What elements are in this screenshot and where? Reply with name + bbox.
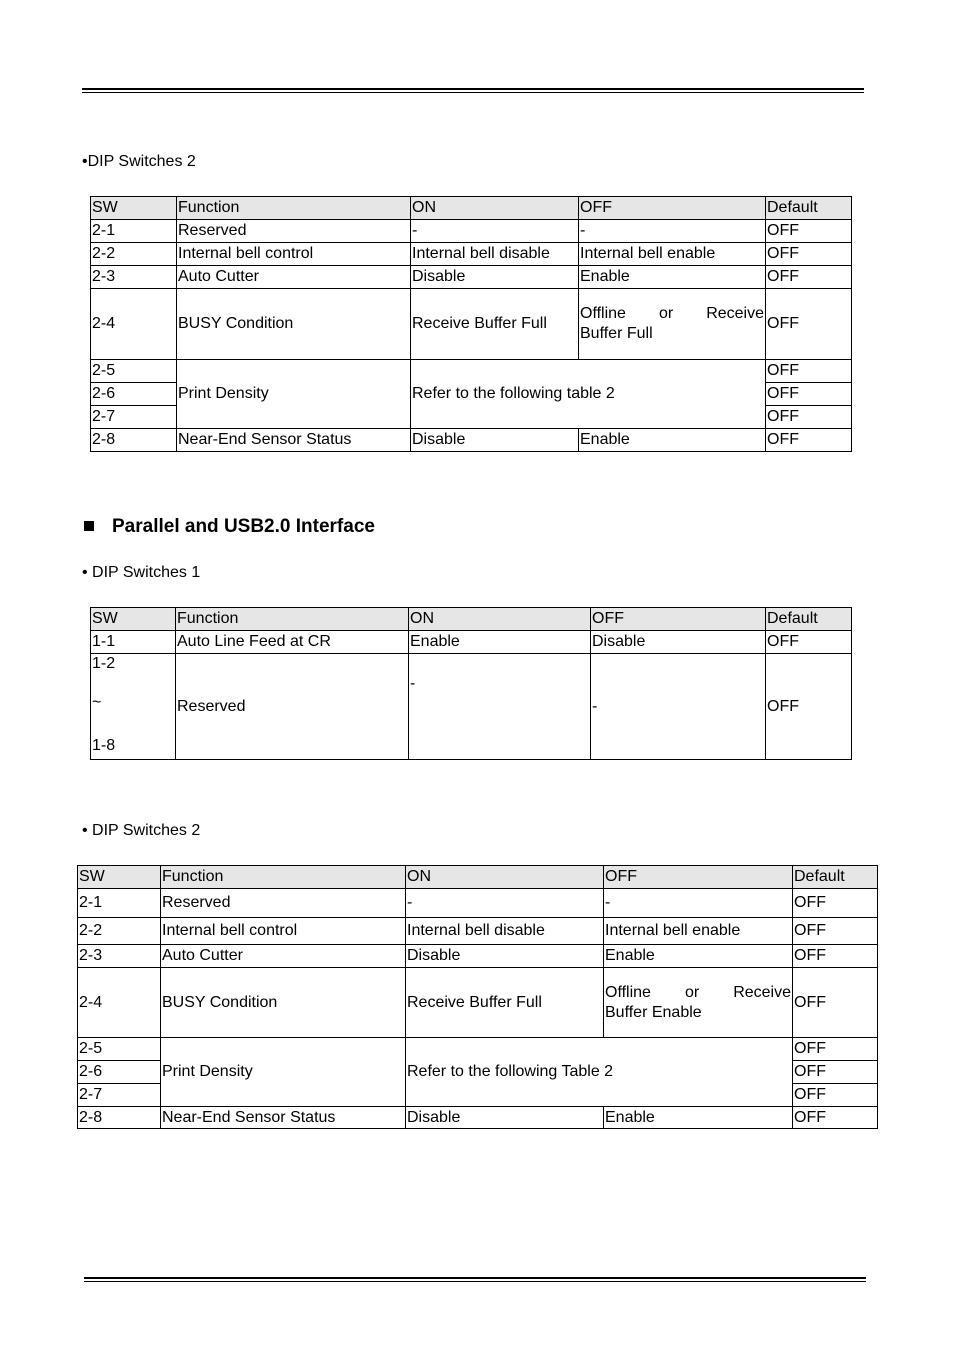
cell-function: Reserved [177,220,411,243]
header-function: Function [176,608,409,631]
cell-off: Internal bell enable [604,918,793,945]
cell-on [409,654,591,760]
table-row [78,1038,878,1061]
cell-default: OFF [766,654,852,760]
cell-function: Auto Cutter [161,945,406,968]
word: Offline [605,983,651,1001]
cell-on: Disable [406,945,604,968]
cell-sw: 2-3 [78,945,161,968]
cell-sw: 2-6 [78,1061,161,1084]
cell-sw: 2-8 [91,429,177,452]
header-function: Function [177,197,411,220]
header-off: OFF [604,866,793,889]
cell-off: - [604,889,793,918]
cell-sw: 1-1 [91,631,176,654]
table-header-row [91,197,852,220]
cell-sw: 2-4 [91,289,177,360]
cell-default: OFF [766,429,852,452]
header-default: Default [793,866,878,889]
cell-sw: 2-7 [78,1084,161,1107]
cell-off: Internal bell enable [579,243,766,266]
word: or [684,983,700,1001]
header-on: ON [409,608,591,631]
header-sw: SW [91,197,177,220]
cell-default: OFF [793,889,878,918]
cell-function: Internal bell control [161,918,406,945]
cell-default: OFF [766,243,852,266]
cell-on: Receive Buffer Full [411,289,579,360]
offline-line [580,304,764,324]
cell-function: BUSY Condition [177,289,411,360]
cell-default: OFF [793,1038,878,1061]
square-bullet-icon [84,521,94,531]
cell-default: OFF [766,383,852,406]
table-header-row [91,608,852,631]
cell-sw: 2-2 [91,243,177,266]
table-row [78,945,878,968]
cell-sw: 2-6 [91,383,177,406]
cell-sw: 2-5 [78,1038,161,1061]
cell-function-print-density: Print Density [177,360,411,429]
cell-default: OFF [766,360,852,383]
word: or [658,305,674,322]
table-row [91,289,852,360]
header-function: Function [161,866,406,889]
cell-on: Receive Buffer Full [406,968,604,1038]
cell-sw: 2-1 [78,889,161,918]
cell-sw: 2-7 [91,406,177,429]
header-on: ON [406,866,604,889]
table-row [91,220,852,243]
cell-on: - [411,220,579,243]
cell-default: OFF [766,631,852,654]
cell-sw: 2-2 [78,918,161,945]
word: Offline [580,305,626,322]
cell-function: Near-End Sensor Status [177,429,411,452]
table-row [91,654,852,760]
cell-default: OFF [766,266,852,289]
section1-label: •DIP Switches 2 [82,153,196,170]
cell-default: OFF [793,968,878,1038]
cell-sw: 2-8 [78,1107,161,1129]
cell-default: OFF [766,220,852,243]
cell-on: Enable [409,631,591,654]
table-row [91,360,852,383]
table-row [78,968,878,1038]
cell-on: Disable [411,266,579,289]
header-off: OFF [591,608,766,631]
header-sw: SW [78,866,161,889]
header-default: Default [766,608,852,631]
cell-sw-range [91,654,176,760]
cell-off: - [579,220,766,243]
section3-label: • DIP Switches 2 [82,822,201,839]
sw-end: 1-8 [92,737,116,754]
cell-off: Enable [604,1107,793,1129]
dip-switches-2-table-serial [90,196,852,452]
cell-off: Enable [604,945,793,968]
cell-density-note: Refer to the following table 2 [411,360,766,429]
cell-on: Internal bell disable [411,243,579,266]
cell-default: OFF [793,1084,878,1107]
on-value: - [410,675,416,692]
cell-function: Reserved [161,889,406,918]
cell-off [604,968,793,1038]
table-row [78,918,878,945]
cell-function: Auto Cutter [177,266,411,289]
offline-line [605,983,791,1003]
cell-function: Reserved [176,654,409,760]
cell-sw: 2-3 [91,266,177,289]
cell-function: Near-End Sensor Status [161,1107,406,1129]
sw-tilde: ~ [92,694,102,711]
cell-on: Disable [411,429,579,452]
top-rule [82,88,864,93]
cell-function: Internal bell control [177,243,411,266]
header-default: Default [766,197,852,220]
dip-switches-1-table-parallel [90,607,852,760]
cell-sw: 2-4 [78,968,161,1038]
cell-default: OFF [793,918,878,945]
offline-line-2: Buffer Enable [605,1003,702,1021]
bottom-rule [84,1277,866,1282]
cell-off [579,289,766,360]
cell-default: OFF [793,945,878,968]
cell-off: - [591,654,766,760]
cell-default: OFF [793,1061,878,1084]
header-sw: SW [91,608,176,631]
cell-default: OFF [793,1107,878,1129]
cell-sw: 2-5 [91,360,177,383]
cell-density-note: Refer to the following Table 2 [406,1038,793,1107]
cell-default: OFF [766,289,852,360]
dip-switches-2-table-parallel [77,865,878,1129]
cell-on: - [406,889,604,918]
table-row [91,243,852,266]
cell-off: Disable [591,631,766,654]
section-heading [84,516,375,538]
offline-line-2: Buffer Full [580,325,653,342]
cell-off: Enable [579,429,766,452]
table-header-row [78,866,878,889]
table-row [91,429,852,452]
header-off: OFF [579,197,766,220]
sw-start: 1-2 [92,655,116,672]
word: Receive [706,305,764,322]
word: Receive [733,983,791,1001]
cell-on: Internal bell disable [406,918,604,945]
cell-default: OFF [766,406,852,429]
cell-function: Auto Line Feed at CR [176,631,409,654]
header-on: ON [411,197,579,220]
cell-off: Enable [579,266,766,289]
cell-on: Disable [406,1107,604,1129]
cell-sw: 2-1 [91,220,177,243]
table-row [78,889,878,918]
table-row [78,1107,878,1129]
cell-function: BUSY Condition [161,968,406,1038]
cell-function-print-density: Print Density [161,1038,406,1107]
table-row [91,631,852,654]
section2-label: • DIP Switches 1 [82,564,201,581]
table-row [91,266,852,289]
heading-text: Parallel and USB2.0 Interface [112,516,375,537]
